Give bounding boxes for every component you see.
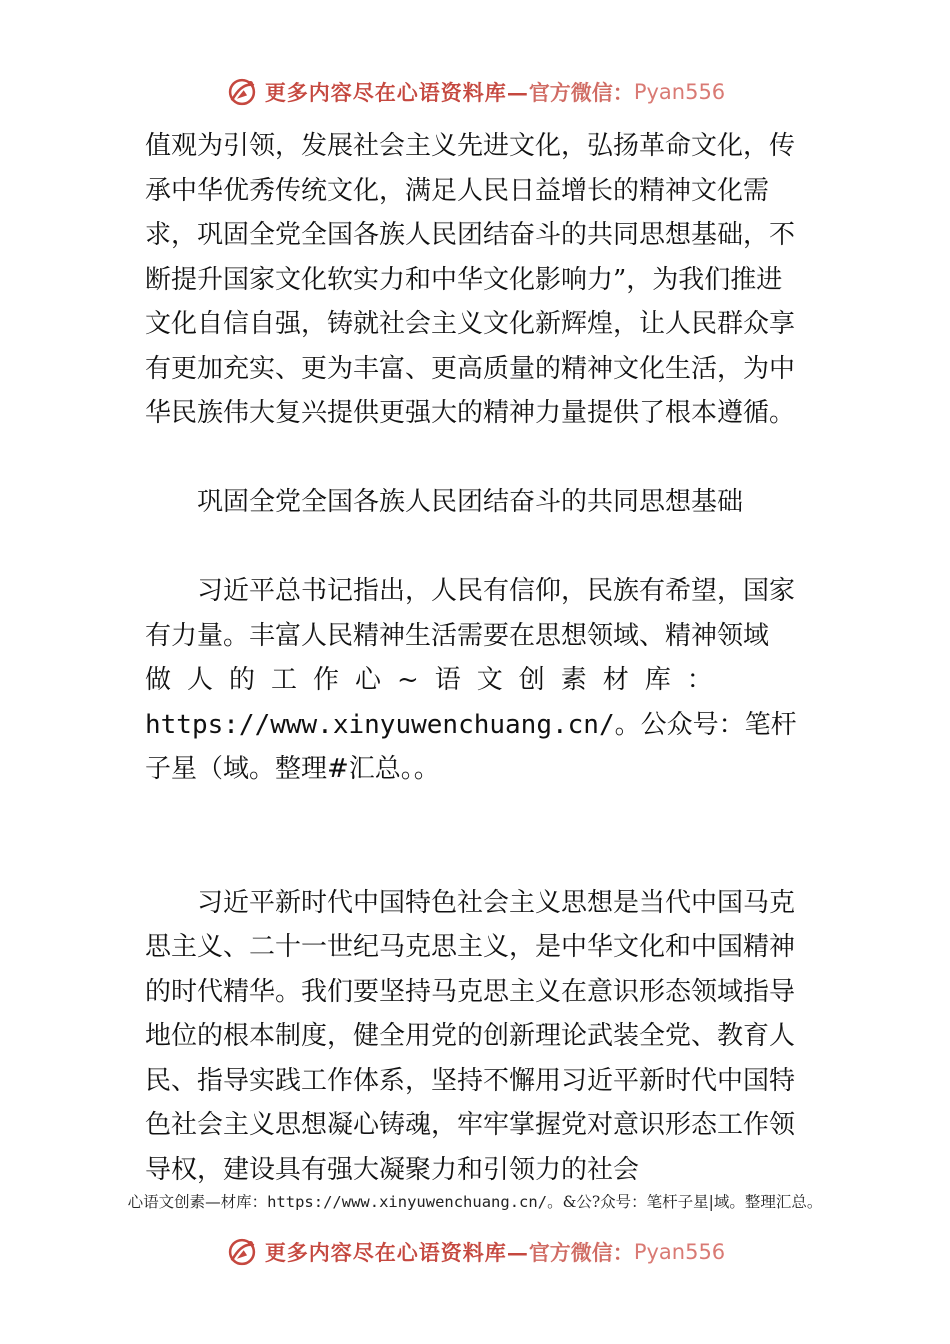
paragraph-2-text-b: 做人的工作心~语文创素材库： [145, 665, 729, 695]
paragraph-1: 值观为引领，发展社会主义先进文化，弘扬革命文化，传承中华优秀传统文化，满足人民日益增长的精神文化需求，巩固全党全国各族人民团结奋斗的共同思想基础，不断提升国家文化软实力和中华文化影响力”，为我们推进文化自信自强，铸就社会主义文化新辉煌，让人民群众享有更加充实、更为丰富、更高质量的精神文化生活，为中华民族伟大复兴提供更强大的精神力量提供了根本遵循。 [145, 131, 796, 428]
footer-note [0, 1190, 950, 1212]
banner-wechat-id: Pyan556 [633, 1240, 726, 1264]
banner-wechat-id: Pyan556 [633, 80, 726, 104]
banner-main-text: 更多内容尽在心语资料库 [264, 80, 507, 105]
brand-logo-icon [225, 75, 259, 109]
paragraph-2-text-c: 。公众号：笔杆子星（域。整理#汇总。。 [145, 709, 797, 784]
header-banner [0, 72, 950, 112]
paragraph-2 [145, 569, 807, 792]
document-body [145, 124, 807, 1192]
section-heading: 巩固全党全国各族人民团结奋斗的共同思想基础 [197, 487, 744, 517]
banner-wechat-label: 官方微信： [528, 80, 634, 105]
footer-note-url: https://www.xinyuwenchuang.cn/ [267, 1193, 548, 1211]
banner-dash: — [506, 1239, 529, 1265]
footer-banner [0, 1232, 950, 1272]
banner-dash: — [506, 79, 529, 105]
brand-logo-icon [225, 1235, 259, 1269]
banner-wechat-label: 官方微信： [528, 1240, 634, 1265]
footer-note-prefix: 心语文创素—材库： [127, 1193, 268, 1211]
paragraph-2-url: https://www.xinyuwenchuang.cn/ [145, 709, 615, 740]
banner-main-text: 更多内容尽在心语资料库 [264, 1240, 507, 1265]
paragraph-2-text-a: 习近平总书记指出，人民有信仰，民族有希望，国家有力量。丰富人民精神生活需要在思想领域、精神领域 [145, 576, 796, 651]
footer-note-suffix: 。&公?众号：笔杆子星|域。整理汇总。 [547, 1193, 823, 1211]
paragraph-3: 习近平新时代中国特色社会主义思想是当代中国马克思主义、二十一世纪马克思主义，是中华文化和中国精神的时代精华。我们要坚持马克思主义在意识形态领域指导地位的根本制度，健全用党的创新理论武装全党、教育人民、指导实践工作体系，坚持不懈用习近平新时代中国特色社会主义思想凝心铸魂，牢牢掌握党对意识形态工作领导权，建设具有强大凝聚力和引领力的社会 [145, 887, 796, 1185]
